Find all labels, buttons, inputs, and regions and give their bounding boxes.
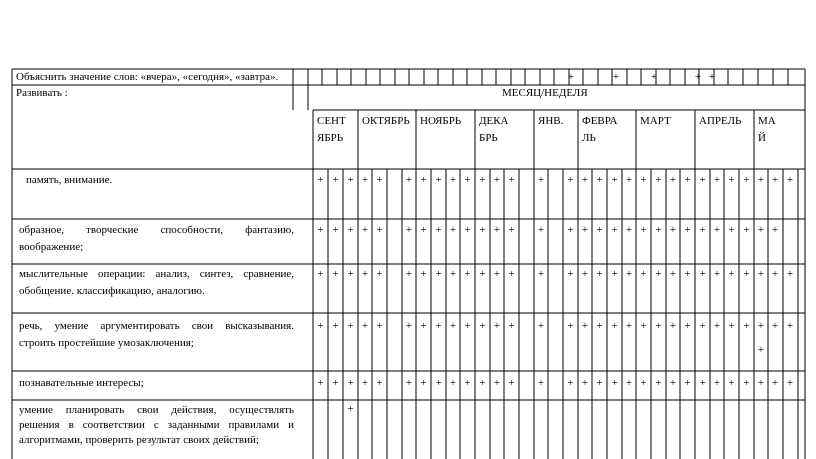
plus-mark: + — [479, 224, 486, 236]
plus-mark: + — [405, 320, 413, 332]
plus-mark: + — [567, 71, 575, 83]
plus-mark: + — [479, 377, 486, 389]
plus-mark: + — [581, 174, 589, 186]
plus-mark: + — [537, 174, 545, 186]
plus-mark: + — [479, 174, 486, 186]
plus-mark: + — [786, 377, 794, 389]
plus-mark: + — [508, 224, 515, 236]
plus-mark: + — [728, 377, 735, 389]
plus-mark: + — [625, 320, 633, 332]
plus-mark: + — [581, 268, 589, 280]
plus-mark: + — [449, 224, 457, 236]
plus-mark: + — [655, 320, 662, 332]
plus-mark: + — [684, 268, 691, 280]
plus-mark: + — [640, 224, 647, 236]
plus-mark: + — [771, 224, 779, 236]
plus-mark: + — [449, 377, 457, 389]
plus-mark: + — [728, 174, 735, 186]
plus-mark: + — [728, 268, 735, 280]
plus-mark: + — [655, 174, 662, 186]
plus-mark: + — [361, 224, 369, 236]
plus-mark: + — [743, 174, 750, 186]
plus-mark: + — [347, 320, 354, 332]
plus-mark: + — [493, 224, 501, 236]
plus-mark: + — [567, 268, 574, 280]
plus-mark: + — [757, 174, 765, 186]
plus-mark: + — [317, 268, 324, 280]
plus-mark: + — [435, 320, 442, 332]
plus-mark: + — [376, 320, 383, 332]
plus-mark: + — [317, 320, 324, 332]
plus-mark: + — [757, 344, 765, 356]
plus-mark: + — [464, 224, 471, 236]
month-header-line2: ЛЬ — [582, 132, 596, 144]
plus-mark: + — [464, 320, 471, 332]
plus-mark: + — [655, 224, 662, 236]
plus-mark: + — [449, 268, 457, 280]
plus-mark: + — [347, 174, 354, 186]
plus-mark: + — [435, 268, 442, 280]
plus-mark: + — [699, 377, 706, 389]
plus-mark: + — [669, 320, 677, 332]
plus-mark: + — [713, 174, 721, 186]
plus-mark: + — [581, 224, 589, 236]
plus-mark: + — [361, 268, 369, 280]
plus-mark: + — [640, 174, 647, 186]
plus-mark: + — [625, 268, 633, 280]
plus-mark: + — [655, 268, 662, 280]
plus-mark: + — [567, 224, 574, 236]
plus-mark: + — [420, 174, 427, 186]
plus-mark: + — [332, 174, 339, 186]
plus-mark: + — [757, 224, 765, 236]
plus-mark: + — [567, 320, 574, 332]
plus-mark: + — [537, 268, 545, 280]
plus-mark: + — [376, 174, 383, 186]
plus-mark: + — [405, 268, 413, 280]
month-header — [420, 113, 473, 130]
plus-mark: + — [625, 377, 633, 389]
plus-mark: + — [699, 174, 706, 186]
plus-mark: + — [596, 174, 603, 186]
plus-mark: + — [728, 320, 735, 332]
plus-mark: + — [493, 320, 501, 332]
plus-mark: + — [611, 224, 618, 236]
plus-mark: + — [684, 377, 691, 389]
month-header-line1: МА — [758, 115, 776, 127]
plus-mark: + — [332, 377, 339, 389]
period-label: МЕСЯЦ/НЕДЕЛЯ — [502, 87, 588, 99]
plus-mark: + — [684, 224, 691, 236]
plus-mark: + — [361, 377, 369, 389]
plus-mark: + — [625, 224, 633, 236]
plus-mark: + — [611, 268, 618, 280]
plus-mark: + — [611, 174, 618, 186]
plus-mark: + — [757, 320, 765, 332]
plus-mark: + — [771, 174, 779, 186]
plus-mark: + — [567, 377, 574, 389]
plus-mark: + — [743, 320, 750, 332]
plus-mark: + — [508, 377, 515, 389]
month-header-line1: СЕНТ — [317, 115, 346, 127]
plus-mark: + — [347, 268, 354, 280]
plus-mark: + — [713, 377, 721, 389]
plus-mark: + — [405, 224, 413, 236]
plus-mark: + — [786, 268, 794, 280]
plus-mark: + — [771, 377, 779, 389]
plus-mark: + — [537, 224, 545, 236]
plus-mark: + — [757, 268, 765, 280]
plus-mark: + — [786, 174, 794, 186]
plus-mark: + — [376, 377, 383, 389]
month-header — [538, 113, 576, 130]
plus-mark: + — [420, 320, 427, 332]
plus-mark: + — [771, 268, 779, 280]
month-header-line1: ОКТЯБРЬ — [362, 115, 410, 127]
row-label: образное, творческие способности, фантазию, воображение; — [19, 224, 294, 253]
month-header — [317, 113, 356, 147]
row-label: речь, умение аргументировать свои высказывания. строить простейшие умозаключения; — [19, 320, 294, 349]
plus-mark: + — [694, 71, 702, 83]
plus-mark: + — [435, 224, 442, 236]
plus-mark: + — [537, 377, 545, 389]
plus-mark: + — [493, 377, 501, 389]
plus-mark: + — [361, 174, 369, 186]
plus-mark: + — [612, 71, 620, 83]
plus-mark: + — [757, 377, 765, 389]
row-label: познавательные интересы; — [19, 377, 144, 389]
plus-mark: + — [669, 268, 677, 280]
month-header — [362, 113, 414, 130]
row-label: умение планировать свои действия, осуществлять решения в соответствии с заданными правилами и алгоритмами, проверить результат своих действий; — [19, 404, 294, 446]
month-header — [699, 113, 752, 130]
develop-label: Развивать : — [16, 87, 68, 99]
plus-mark: + — [317, 174, 324, 186]
plus-mark: + — [728, 224, 735, 236]
plus-mark: + — [347, 377, 354, 389]
month-header-line1: НОЯБРЬ — [420, 115, 462, 127]
plus-mark: + — [493, 174, 501, 186]
plus-mark: + — [669, 224, 677, 236]
plus-mark: + — [508, 268, 515, 280]
row-label: мыслительные операции: анализ, синтез, сравнение, обобщение. классификацию, аналогию. — [19, 268, 294, 297]
row-label: память, внимание. — [26, 174, 113, 186]
plus-mark: + — [361, 320, 369, 332]
plus-mark: + — [684, 174, 691, 186]
plus-mark: + — [405, 377, 413, 389]
plus-mark: + — [611, 320, 618, 332]
plus-mark: + — [596, 320, 603, 332]
plus-mark: + — [650, 71, 658, 83]
plus-mark: + — [699, 224, 706, 236]
month-header — [479, 113, 532, 147]
plus-mark: + — [640, 268, 647, 280]
plus-mark: + — [435, 377, 442, 389]
plus-mark: + — [464, 268, 471, 280]
plus-mark: + — [479, 268, 486, 280]
plus-mark: + — [611, 377, 618, 389]
plus-mark: + — [479, 320, 486, 332]
month-header — [640, 113, 693, 130]
plus-mark: + — [743, 268, 750, 280]
plus-mark: + — [420, 377, 427, 389]
plus-mark: + — [435, 174, 442, 186]
plus-mark: + — [713, 268, 721, 280]
plus-mark: + — [699, 320, 706, 332]
plus-mark: + — [405, 174, 413, 186]
plus-mark: + — [420, 224, 427, 236]
plus-mark: + — [508, 320, 515, 332]
month-header — [582, 113, 634, 147]
month-header-line1: АПРЕЛЬ — [699, 115, 742, 127]
plus-mark: + — [743, 377, 750, 389]
month-header-line2: БРЬ — [479, 132, 498, 144]
plus-mark: + — [669, 377, 677, 389]
plus-mark: + — [596, 268, 603, 280]
plus-mark: + — [655, 377, 662, 389]
plus-mark: + — [332, 268, 339, 280]
plus-mark: + — [449, 174, 457, 186]
plus-mark: + — [317, 377, 324, 389]
plus-mark: + — [581, 377, 589, 389]
top-row-text: Объяснить значение слов: «вчера», «сегодня», «завтра». — [16, 71, 279, 83]
plus-mark: + — [537, 320, 545, 332]
plus-mark: + — [508, 174, 515, 186]
plus-mark: + — [699, 268, 706, 280]
plus-mark: + — [581, 320, 589, 332]
plus-mark: + — [684, 320, 691, 332]
month-header-line1: ФЕВРА — [582, 115, 618, 127]
plus-mark: + — [640, 320, 647, 332]
plus-mark: + — [332, 224, 339, 236]
month-header-line2: Й — [758, 132, 766, 144]
plus-mark: + — [464, 174, 471, 186]
plus-mark: + — [708, 71, 716, 83]
plus-mark: + — [640, 377, 647, 389]
plus-mark: + — [743, 224, 750, 236]
month-header-line1: ЯНВ. — [538, 115, 564, 127]
plus-mark: + — [493, 268, 501, 280]
plus-mark: + — [786, 320, 794, 332]
plus-mark: + — [317, 224, 324, 236]
plus-mark: + — [713, 224, 721, 236]
plus-mark: + — [464, 377, 471, 389]
plus-mark: + — [713, 320, 721, 332]
plus-mark: + — [420, 268, 427, 280]
plus-mark: + — [347, 224, 354, 236]
month-header-line2: ЯБРЬ — [317, 132, 344, 144]
month-header-line1: ДЕКА — [479, 115, 509, 127]
plus-mark: + — [376, 268, 383, 280]
plus-mark: + — [332, 320, 339, 332]
plus-mark: + — [376, 224, 383, 236]
plus-mark: + — [347, 403, 354, 415]
plus-mark: + — [669, 174, 677, 186]
month-header — [758, 113, 803, 147]
month-header-line1: МАРТ — [640, 115, 671, 127]
plus-mark: + — [596, 224, 603, 236]
plus-mark: + — [771, 320, 779, 332]
plus-mark: + — [625, 174, 633, 186]
plus-mark: + — [596, 377, 603, 389]
plus-mark: + — [567, 174, 574, 186]
plus-mark: + — [449, 320, 457, 332]
